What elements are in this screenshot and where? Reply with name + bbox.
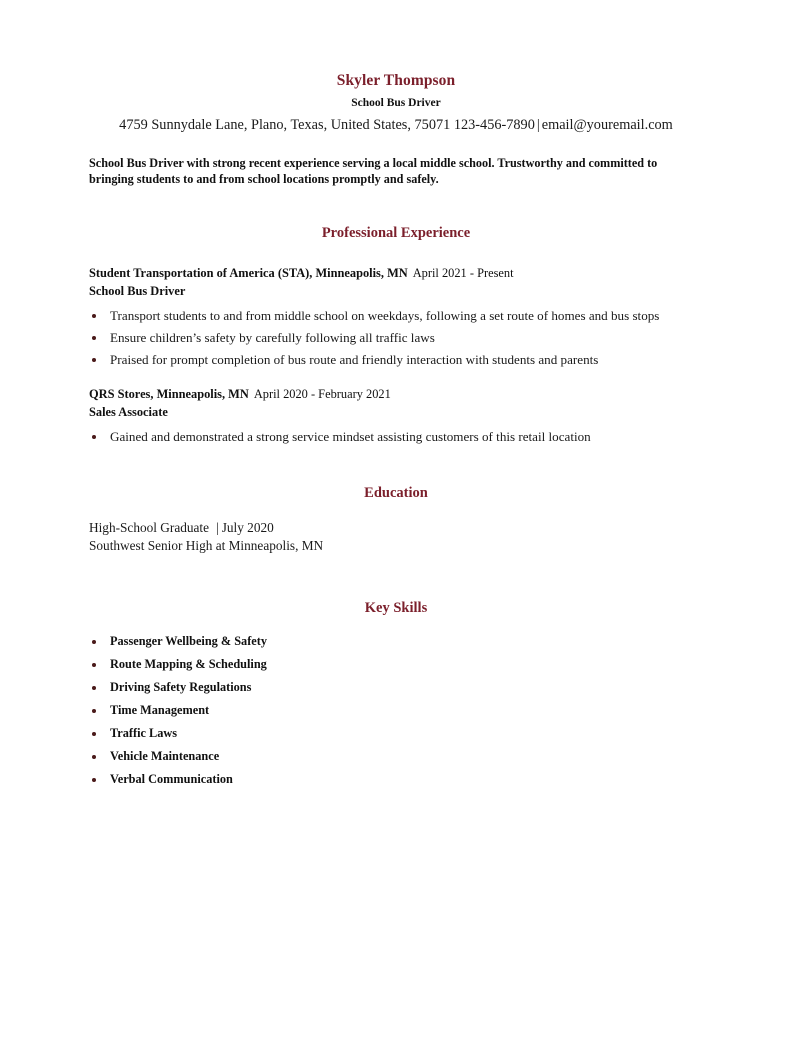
resume-content	[89, 0, 703, 795]
experience-bullet: Gained and demonstrated a strong service mindset assisting customers of this retail location	[89, 428, 703, 445]
section-heading-skills: Key Skills	[364, 600, 428, 617]
education-date: July 2020	[221, 520, 274, 535]
section-heading-experience: Professional Experience	[321, 225, 471, 242]
experience-company-line	[89, 265, 703, 281]
skill-item: Traffic Laws	[89, 726, 703, 742]
candidate-headline: School Bus Driver	[351, 96, 441, 109]
experience-company: Student Transportation of America (STA), Minneapolis, MN	[89, 265, 408, 280]
experience-dates: April 2020 - February 2021	[253, 386, 391, 401]
experience-entry	[89, 386, 703, 445]
contact-address: 4759 Sunnydale Lane, Plano, Texas, United States, 75071	[119, 117, 451, 134]
experience-job-title: School Bus Driver	[89, 283, 186, 298]
professional-summary: School Bus Driver with strong recent experience serving a local middle school. Trustworthy and committed to bringing students to and from school locations promptly and safely.	[89, 156, 658, 187]
experience-job-title: Sales Associate	[89, 404, 168, 419]
candidate-name: Skyler Thompson	[336, 72, 456, 89]
skill-item: Driving Safety Regulations	[89, 680, 703, 696]
experience-bullet: Ensure children’s safety by carefully following all traffic laws	[89, 329, 703, 346]
section-heading-education: Education	[364, 484, 428, 501]
education-separator: |	[216, 520, 219, 535]
skill-item: Passenger Wellbeing & Safety	[89, 634, 703, 650]
skill-item: Route Mapping & Scheduling	[89, 657, 703, 673]
experience-bullet-list	[89, 428, 703, 445]
education-degree-line	[89, 519, 703, 537]
education-school: Southwest Senior High at Minneapolis, MN	[89, 537, 324, 553]
experience-bullet-list	[89, 307, 703, 368]
experience-entry	[89, 265, 703, 368]
experience-company-line	[89, 386, 703, 402]
experience-bullet: Transport students to and from middle school on weekdays, following a set route of homes and bus stops	[89, 307, 710, 324]
experience-bullet: Praised for prompt completion of bus route and friendly interaction with students and parents	[89, 351, 703, 368]
skill-item: Time Management	[89, 703, 703, 719]
skill-item: Vehicle Maintenance	[89, 749, 703, 765]
skill-item: Verbal Communication	[89, 772, 703, 788]
contact-email: email@youremail.com	[541, 117, 673, 134]
education-degree: High-School Graduate	[89, 520, 210, 535]
skills-list	[89, 634, 703, 788]
contact-separator: |	[536, 117, 540, 134]
education-entry	[89, 519, 703, 554]
experience-dates: April 2021 - Present	[412, 265, 514, 280]
contact-line	[89, 117, 703, 135]
experience-company: QRS Stores, Minneapolis, MN	[89, 386, 249, 401]
contact-phone: 123-456-7890	[453, 117, 535, 134]
